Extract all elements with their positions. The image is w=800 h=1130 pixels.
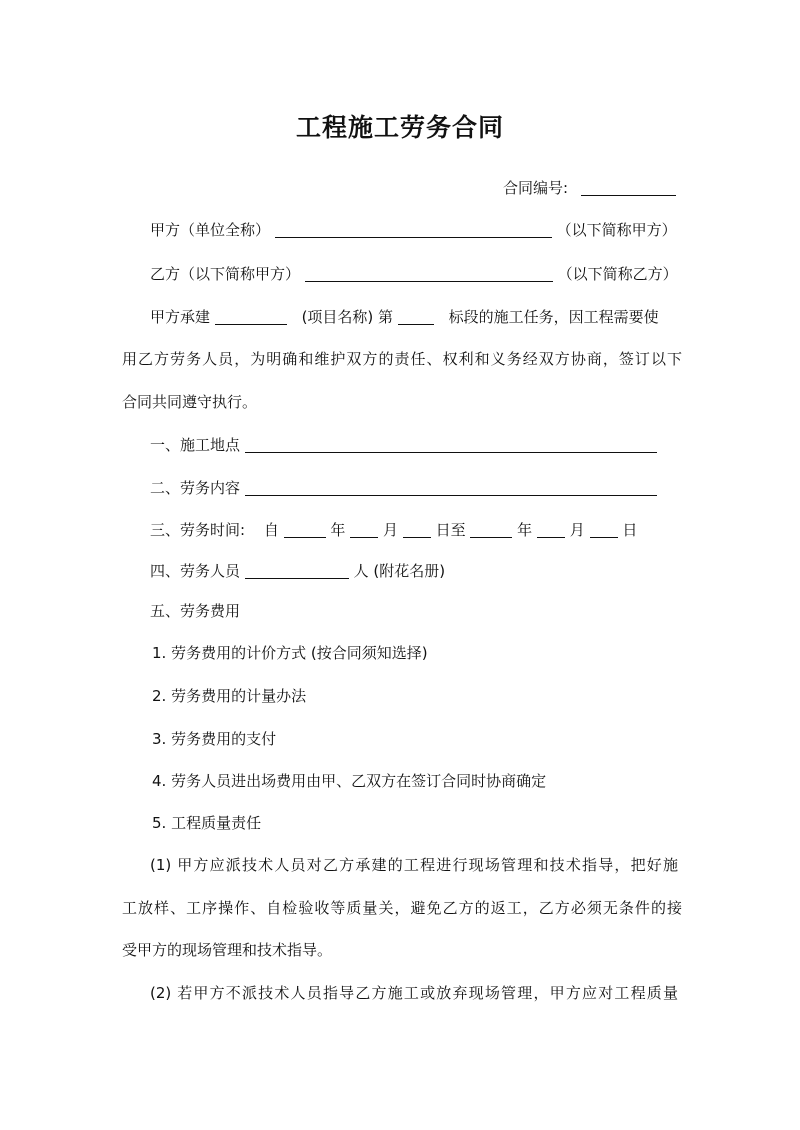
end-day-blank <box>590 521 618 538</box>
content-row <box>150 478 657 498</box>
fee-item-5: 5. 工程质量责任 <box>152 814 262 832</box>
contract-number-label: 合同编号: <box>503 179 569 197</box>
time-year-2: 年 <box>517 521 533 539</box>
staff-label: 四、劳务人员 <box>150 562 241 580</box>
start-day-blank <box>403 521 431 538</box>
time-from: 自 <box>263 521 279 539</box>
party-b-blank <box>305 265 553 282</box>
party-b-suffix: （以下简称乙方） <box>557 265 678 283</box>
staff-suffix: 人 (附花名册) <box>353 562 446 580</box>
document-title: 工程施工劳务合同 <box>295 113 504 142</box>
content-label: 二、劳务内容 <box>150 479 241 497</box>
start-year-blank <box>284 521 326 538</box>
contract-number-blank <box>581 179 676 196</box>
party-b-row <box>150 264 678 284</box>
time-month-2: 月 <box>569 521 585 539</box>
end-month-blank <box>537 521 565 538</box>
party-a-suffix: （以下简称甲方） <box>556 221 677 239</box>
party-a-blank <box>275 221 552 238</box>
section-blank <box>398 308 434 325</box>
intro-line-3: 合同共同遵守执行。 <box>122 393 258 411</box>
location-label: 一、施工地点 <box>150 436 241 454</box>
fee-item-1: 1. 劳务费用的计价方式 (按合同须知选择) <box>152 644 428 662</box>
staff-count-blank <box>245 562 349 579</box>
time-row <box>150 520 637 540</box>
fee-item-2: 2. 劳务费用的计量办法 <box>152 687 307 705</box>
location-row <box>150 435 657 455</box>
intro-line-2: 用乙方劳务人员，为明确和维护双方的责任、权利和义务经双方协商，签订以下 <box>122 350 682 368</box>
party-a-label: 甲方（单位全称） <box>150 221 271 239</box>
location-blank <box>245 436 657 453</box>
time-label: 三、劳务时间: <box>150 521 246 539</box>
fee-item-3: 3. 劳务费用的支付 <box>152 730 277 748</box>
end-year-blank <box>470 521 512 538</box>
staff-row <box>150 561 445 581</box>
fee-item-4: 4. 劳务人员进出场费用由甲、乙双方在签订合同时协商确定 <box>152 772 547 790</box>
intro-part-2: (项目名称) 第 <box>301 308 394 326</box>
time-month: 月 <box>383 521 399 539</box>
time-day: 日 <box>622 521 638 539</box>
intro-part-3: 标段的施工任务，因工程需要使 <box>448 308 659 326</box>
fee-heading: 五、劳务费用 <box>150 602 241 620</box>
intro-line-1 <box>150 307 659 327</box>
party-b-label: 乙方（以下简称甲方） <box>150 265 301 283</box>
quality-p1-line-3: 受甲方的现场管理和技术指导。 <box>122 941 333 959</box>
intro-part-1: 甲方承建 <box>150 308 211 326</box>
quality-p1-line-1: (1) 甲方应派技术人员对乙方承建的工程进行现场管理和技术指导，把好施 <box>150 856 678 874</box>
content-blank <box>245 479 657 496</box>
quality-p1-line-2: 工放样、工序操作、自检验收等质量关，避免乙方的返工，乙方必须无条件的接 <box>122 899 682 917</box>
party-a-row <box>150 220 677 240</box>
project-name-blank <box>215 308 287 325</box>
start-month-blank <box>350 521 378 538</box>
contract-number-row <box>503 178 676 198</box>
time-year: 年 <box>330 521 346 539</box>
time-day-to: 日至 <box>435 521 466 539</box>
quality-p2-line-1: (2) 若甲方不派技术人员指导乙方施工或放弃现场管理，甲方应对工程质量 <box>150 984 678 1002</box>
